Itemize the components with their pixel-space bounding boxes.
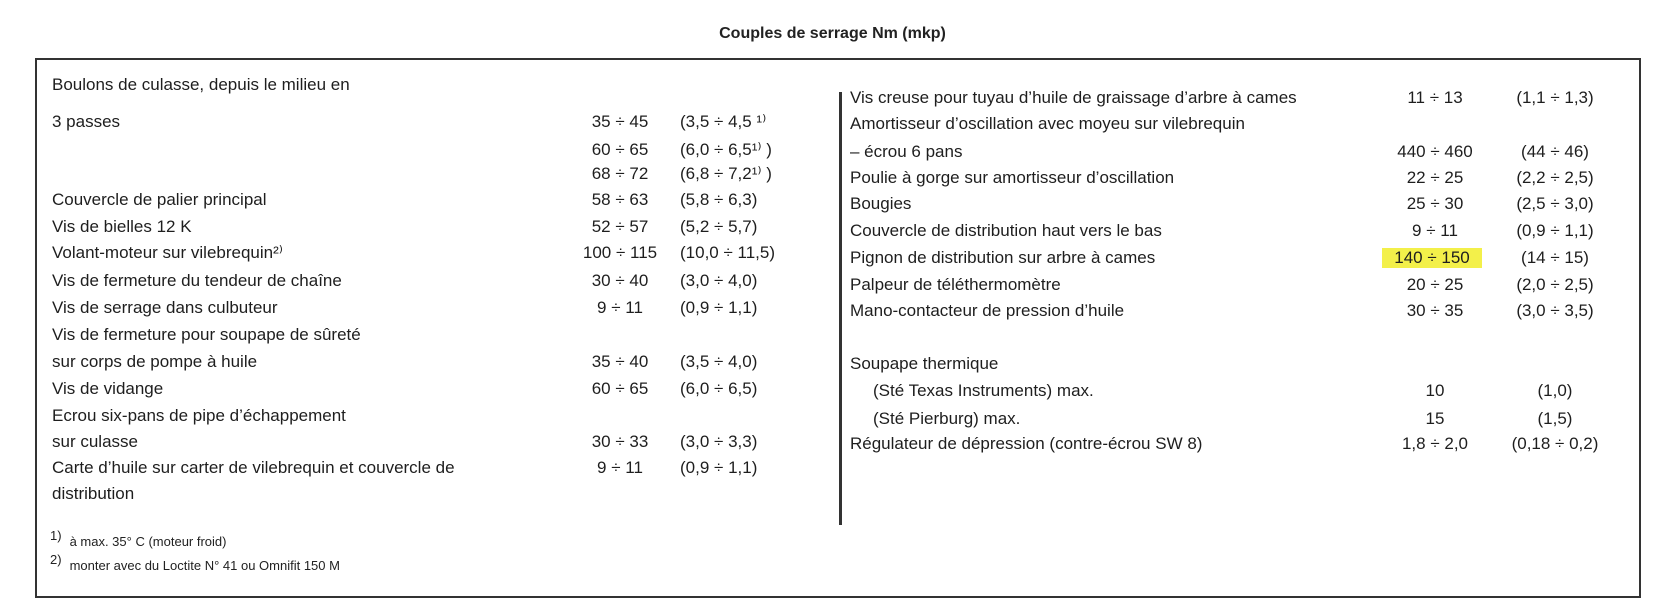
- row-value-mkp: (3,0 ÷ 4,0): [680, 271, 758, 290]
- row-value-mkp: (44 ÷ 46): [1521, 142, 1589, 161]
- row-value-mkp: (6,8 ÷ 7,2¹⁾ ): [680, 164, 772, 183]
- footnote-mark: 2): [50, 552, 62, 567]
- row-value-nm: 100 ÷ 115: [582, 243, 658, 262]
- row-value-mkp: (3,5 ÷ 4,0): [680, 352, 758, 371]
- row-value-mkp: (10,0 ÷ 11,5): [680, 243, 776, 262]
- row-value-nm: 11 ÷ 13: [1407, 88, 1463, 107]
- footnote-mark: 1): [50, 528, 62, 543]
- row-value-nm: 30 ÷ 33: [591, 432, 649, 451]
- row-value-mkp: (2,0 ÷ 2,5): [1516, 275, 1594, 294]
- row-value-mkp: (2,5 ÷ 3,0): [1516, 194, 1594, 213]
- row-value-mkp: (1,5): [1537, 409, 1573, 428]
- column-divider: [839, 92, 842, 525]
- row-value-mkp: (6,0 ÷ 6,5¹⁾ ): [680, 140, 772, 159]
- row-value-nm: 1,8 ÷ 2,0: [1401, 434, 1469, 453]
- row-value-nm: 35 ÷ 40: [591, 352, 649, 371]
- row-label: distribution: [52, 484, 135, 503]
- row-value-mkp: (1,1 ÷ 1,3): [1516, 88, 1594, 107]
- row-label: 3 passes: [52, 112, 121, 131]
- row-value-mkp: (0,18 ÷ 0,2): [1511, 434, 1599, 453]
- row-value-mkp: (0,9 ÷ 1,1): [680, 298, 758, 317]
- row-value-nm: 140 ÷ 150: [1382, 248, 1482, 268]
- row-value-nm: 15: [1425, 409, 1445, 428]
- row-label: Vis de serrage dans culbuteur: [52, 298, 278, 317]
- row-value-mkp: (2,2 ÷ 2,5): [1516, 168, 1594, 187]
- row-value-mkp: (3,0 ÷ 3,3): [680, 432, 758, 451]
- row-value-mkp: (5,2 ÷ 5,7): [680, 217, 758, 236]
- footnote-2: [50, 552, 340, 573]
- row-value-nm: 30 ÷ 35: [1406, 301, 1464, 320]
- row-value-nm: 68 ÷ 72: [591, 164, 649, 183]
- row-label: Couvercle de distribution haut vers le bas: [850, 221, 1162, 240]
- row-value-mkp: (0,9 ÷ 1,1): [1516, 221, 1594, 240]
- row-label: Vis de fermeture pour soupape de sûreté: [52, 325, 361, 344]
- row-label: Mano-contacteur de pression d’huile: [850, 301, 1125, 320]
- row-label: Ecrou six-pans de pipe d’échappement: [52, 406, 346, 425]
- row-value-nm: 25 ÷ 30: [1406, 194, 1464, 213]
- row-label: Volant-moteur sur vilebrequin²⁾: [52, 243, 283, 262]
- row-value-nm: 58 ÷ 63: [591, 190, 649, 209]
- row-value-mkp: (1,0): [1537, 381, 1573, 400]
- row-value-mkp: (14 ÷ 15): [1521, 248, 1589, 267]
- row-label: Vis de bielles 12 K: [52, 217, 192, 236]
- row-label: Pignon de distribution sur arbre à cames: [850, 248, 1156, 267]
- row-label: sur culasse: [52, 432, 138, 451]
- row-label: Poulie à gorge sur amortisseur d’oscillation: [850, 168, 1175, 187]
- row-label: Vis de vidange: [52, 379, 164, 398]
- row-label: Vis creuse pour tuyau d’huile de graissage d’arbre à cames: [850, 88, 1297, 107]
- row-value-nm: 60 ÷ 65: [591, 140, 649, 159]
- row-label: sur corps de pompe à huile: [52, 352, 258, 371]
- row-label: (Sté Texas Instruments) max.: [873, 381, 1094, 400]
- row-value-mkp: (5,8 ÷ 6,3): [680, 190, 758, 209]
- footnote-text: monter avec du Loctite N° 41 ou Omnifit 150 M: [69, 558, 340, 573]
- row-label: Soupape thermique: [850, 354, 999, 373]
- row-value-nm: 52 ÷ 57: [591, 217, 649, 236]
- row-label: Régulateur de dépression (contre-écrou SW 8): [850, 434, 1203, 453]
- row-value-nm: 10: [1425, 381, 1445, 400]
- row-value-mkp: (0,9 ÷ 1,1): [680, 458, 758, 477]
- row-value-nm: 35 ÷ 45: [591, 112, 649, 131]
- row-value-mkp: (3,0 ÷ 3,5): [1516, 301, 1594, 320]
- footnote-1: [50, 528, 227, 549]
- row-value-mkp: (6,0 ÷ 6,5): [680, 379, 758, 398]
- row-label: – écrou 6 pans: [850, 142, 963, 161]
- table-title: Couples de serrage Nm (mkp): [719, 25, 946, 42]
- footnote-text: à max. 35° C (moteur froid): [69, 534, 227, 549]
- row-label: Bougies: [850, 194, 912, 213]
- row-value-mkp: (3,5 ÷ 4,5 ¹⁾: [680, 112, 767, 131]
- row-label: Amortisseur d’oscillation avec moyeu sur vilebrequin: [850, 114, 1245, 133]
- row-value-nm: 440 ÷ 460: [1397, 142, 1473, 161]
- row-value-nm: 20 ÷ 25: [1406, 275, 1464, 294]
- row-value-nm: 9 ÷ 11: [1412, 221, 1458, 240]
- row-value-nm: 22 ÷ 25: [1406, 168, 1464, 187]
- row-value-nm: 9 ÷ 11: [597, 298, 643, 317]
- row-value-nm: 9 ÷ 11: [597, 458, 643, 477]
- row-label: Vis de fermeture du tendeur de chaîne: [52, 271, 342, 290]
- row-label: (Sté Pierburg) max.: [873, 409, 1021, 428]
- row-value-nm: 30 ÷ 40: [591, 271, 649, 290]
- row-value-nm: 60 ÷ 65: [591, 379, 649, 398]
- row-label: Boulons de culasse, depuis le milieu en: [52, 75, 350, 94]
- row-label: Couvercle de palier principal: [52, 190, 267, 209]
- row-label: Palpeur de téléthermomètre: [850, 275, 1061, 294]
- row-label: Carte d’huile sur carter de vilebrequin et couvercle de: [52, 458, 455, 477]
